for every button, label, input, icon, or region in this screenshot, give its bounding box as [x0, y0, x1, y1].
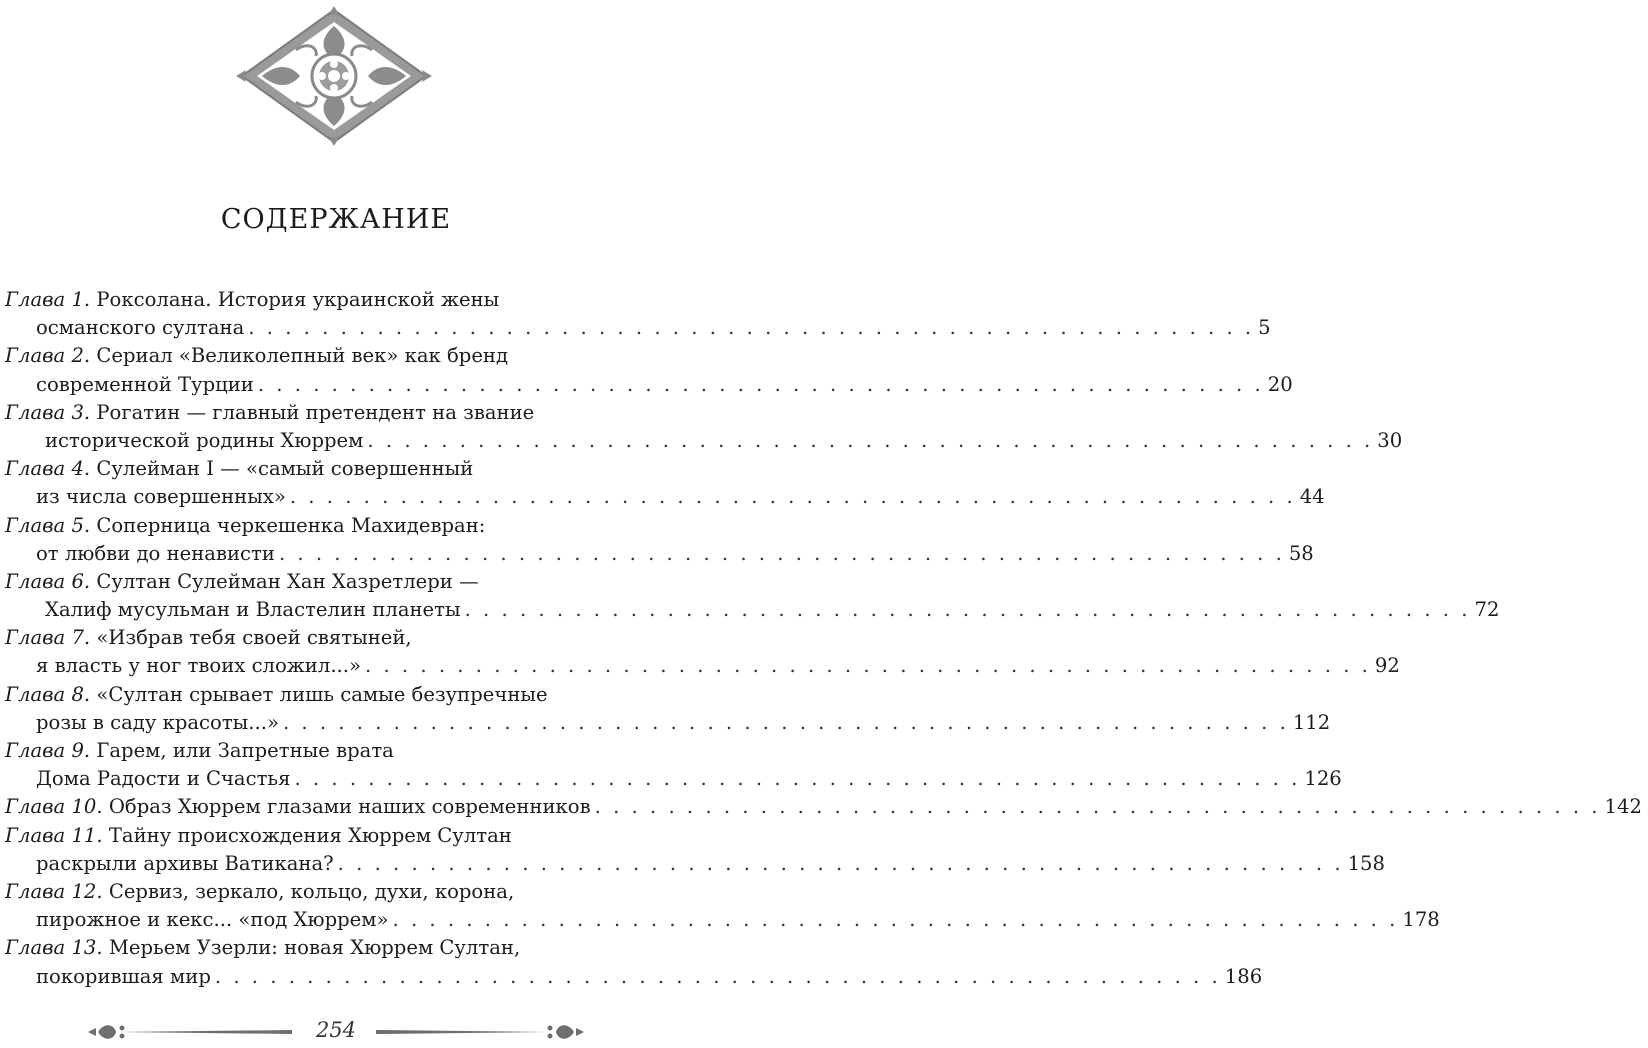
dot-leader: . . . . . . . . . . . . . . . . . . . . . . . . . . . . . . . . . . . . . . . . . . . . . . . . . . . . . . . — [278, 541, 1285, 565]
chapter-title-continuation: османского султана — [36, 316, 245, 340]
chapter-number: Глава 9. — [5, 739, 91, 762]
chapter-title-continuation: Дома Радости и Счастья — [36, 767, 291, 791]
chapter-title: Султан Сулейман Хан Хазретлери — — [96, 569, 479, 593]
chapter-title-continuation: покорившая мир — [36, 964, 211, 988]
chapter-number: Глава 4. — [5, 457, 91, 481]
chapter-number: Глава 11. — [5, 823, 103, 847]
page-ref: 72 — [1474, 598, 1500, 622]
dot-leader: . . . . . . . . . . . . . . . . . . . . . . . . . . . . . . . . . . . . . . . . . . . . . . . . . . . . . . . — [392, 908, 1399, 932]
toc-entry — [0, 568, 1500, 624]
chapter-number: Глава 12. — [5, 879, 103, 903]
dot-leader: . . . . . . . . . . . . . . . . . . . . . . . . . . . . . . . . . . . . . . . . . . . . . . . . . . . . . . . — [367, 428, 1374, 452]
page-footer — [0, 1016, 672, 1046]
dot-leader: . . . . . . . . . . . . . . . . . . . . . . . . . . . . . . . . . . . . . . . . . . . . . . . . . . . . . . . — [337, 851, 1344, 875]
chapter-title-continuation: розы в саду красоты...» — [36, 710, 279, 734]
page-ref: 92 — [1374, 654, 1400, 678]
toc-entry — [0, 512, 1314, 568]
toc-entry — [0, 793, 1642, 821]
page-title: СОДЕРЖАНИЕ — [220, 204, 452, 235]
oriental-medallion-ornament-icon — [236, 6, 432, 146]
toc-entry — [0, 455, 1325, 511]
page-ref: 112 — [1292, 710, 1331, 734]
chapter-title: Тайну происхождения Хюррем Султан — [108, 823, 512, 847]
toc-entry — [0, 934, 1263, 990]
toc-entry — [0, 822, 1385, 878]
chapter-title-continuation: пирожное и кекс... «под Хюррем» — [36, 908, 389, 932]
chapter-number: Глава 2. — [5, 344, 91, 368]
dot-leader: . . . . . . . . . . . . . . . . . . . . . . . . . . . . . . . . . . . . . . . . . . . . . . . . . . . . . . . — [282, 710, 1289, 734]
chapter-number: Глава 3. — [5, 400, 91, 424]
toc-entry — [0, 399, 1403, 455]
page-ref: 44 — [1299, 485, 1325, 509]
chapter-title-continuation: от любви до ненависти — [36, 541, 275, 565]
chapter-title: Сулейман I — «самый совершенный — [96, 457, 474, 481]
page-ref: 186 — [1224, 964, 1263, 988]
chapter-title: Сериал «Великолепный век» как бренд — [96, 344, 509, 368]
chapter-number: Глава 8. — [5, 682, 91, 706]
chapter-title: «Султан срывает лишь самые безупречные — [96, 682, 548, 706]
toc-entry — [0, 624, 1400, 680]
chapter-title-continuation: раскрыли архивы Ватикана? — [36, 851, 334, 875]
toc-entry — [0, 342, 1293, 398]
toc-entry — [0, 681, 1331, 737]
toc-entry — [0, 286, 1271, 342]
page-ref: 126 — [1304, 767, 1342, 791]
page-ref: 5 — [1258, 316, 1271, 340]
table-of-contents — [0, 286, 1642, 991]
chapter-title-continuation: из числа совершенных» — [36, 485, 286, 509]
page-ref: 58 — [1288, 541, 1314, 565]
chapter-title: «Избрав тебя своей святыней, — [96, 626, 412, 650]
chapter-number: Глава 13. — [5, 936, 103, 960]
page-ref: 178 — [1402, 908, 1440, 932]
page-ref: 158 — [1347, 851, 1385, 875]
chapter-title-continuation: исторической родины Хюррем — [45, 428, 364, 452]
dot-leader: . . . . . . . . . . . . . . . . . . . . . . . . . . . . . . . . . . . . . . . . . . . . . . . . . . . . . . . — [257, 372, 1264, 396]
chapter-title: Роксолана. История украинской жены — [96, 288, 500, 311]
page-ref: 20 — [1267, 372, 1293, 396]
chapter-number: Глава 6. — [5, 569, 91, 593]
chapter-title: Сервиз, зеркало, кольцо, духи, корона, — [108, 879, 515, 903]
page-ref: 30 — [1377, 428, 1403, 452]
dot-leader: . . . . . . . . . . . . . . . . . . . . . . . . . . . . . . . . . . . . . . . . . . . . . . . . . . . . . . . — [294, 767, 1301, 791]
chapter-number: Глава 5. — [5, 513, 91, 537]
page-number: 254 — [315, 1018, 357, 1042]
chapter-title-continuation: современной Турции — [36, 372, 254, 396]
chapter-title: Соперница черкешенка Махидевран: — [96, 513, 486, 537]
chapter-title: Гарем, или Запретные врата — [96, 739, 394, 762]
chapter-number: Глава 7. — [5, 626, 91, 650]
dot-leader: . . . . . . . . . . . . . . . . . . . . . . . . . . . . . . . . . . . . . . . . . . . . . . . . . . . . . . . — [214, 964, 1221, 988]
dot-leader: . . . . . . . . . . . . . . . . . . . . . . . . . . . . . . . . . . . . . . . . . . . . . . . . . . . . . . . — [248, 316, 1255, 340]
chapter-number: Глава 10. — [5, 795, 103, 819]
toc-entry — [0, 737, 1342, 793]
chapter-title-continuation: я власть у ног твоих сложил...» — [36, 654, 361, 678]
dot-leader: . . . . . . . . . . . . . . . . . . . . . . . . . . . . . . . . . . . . . . . . . . . . . . . . . . . . . . . — [464, 598, 1471, 622]
chapter-number: Глава 1. — [5, 288, 91, 311]
chapter-title: Мерьем Узерли: новая Хюррем Султан, — [108, 936, 521, 960]
chapter-title: Образ Хюррем глазами наших современников — [108, 795, 591, 819]
dot-leader: . . . . . . . . . . . . . . . . . . . . . . . . . . . . . . . . . . . . . . . . . . . . . . . . . . . . . . . — [289, 485, 1296, 509]
page-ref: 142 — [1604, 795, 1642, 819]
dot-leader: . . . . . . . . . . . . . . . . . . . . . . . . . . . . . . . . . . . . . . . . . . . . . . . . . . . . . . . — [594, 795, 1601, 819]
chapter-title-continuation: Халиф мусульман и Властелин планеты — [45, 598, 461, 622]
toc-entry — [0, 878, 1440, 934]
dot-leader: . . . . . . . . . . . . . . . . . . . . . . . . . . . . . . . . . . . . . . . . . . . . . . . . . . . . . . . — [365, 654, 1371, 678]
chapter-title: Рогатин — главный претендент на звание — [96, 400, 535, 424]
